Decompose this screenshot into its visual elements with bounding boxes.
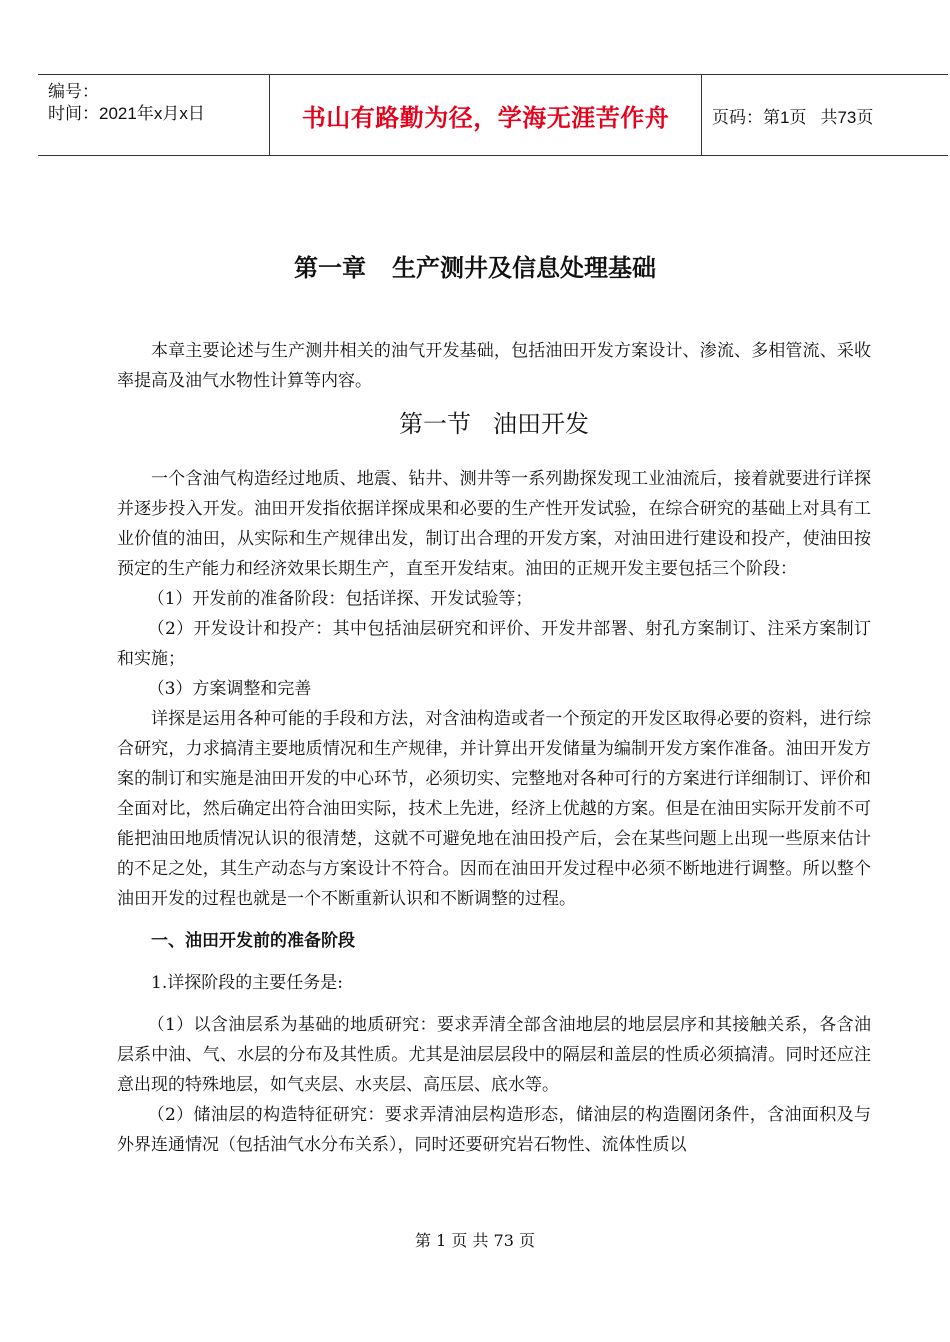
- header-meta: [38, 75, 270, 155]
- intro-paragraph: 本章主要论述与生产测井相关的油气开发基础，包括油田开发方案设计、渗流、多相管流、采收率提高及油气水物性计算等内容。: [117, 341, 871, 391]
- section-title: [117, 406, 871, 442]
- section-name: 油田开发: [493, 410, 589, 438]
- header-page-total: 共73页: [820, 107, 874, 127]
- stage-item-3: （3）方案调整和完善: [147, 679, 312, 699]
- task-heading: 1.详探阶段的主要任务是:: [151, 973, 343, 993]
- chapter-name: 生产测井及信息处理基础: [392, 255, 656, 282]
- section-number: 第一节: [399, 410, 471, 438]
- stage-item-1: （1）开发前的准备阶段：包括详探、开发试验等；: [147, 589, 533, 609]
- document-number-label: 编号：: [48, 82, 99, 101]
- paragraph-overview: 一个含油气构造经过地质、地震、钻井、测井等一系列勘探发现工业油流后，接着就要进行详探并逐步投入开发。油田开发指依据详探成果和必要的生产性开发试验，在综合研究的基础上对具有工业价值的油田，从实际和生产规律出发，制订出合理的开发方案，对油田进行建设和投产，使油田按预定的生产能力和经济效果长期生产，直至开发结束。油田的正规开发主要包括三个阶段：: [117, 469, 871, 579]
- task-item-1: （1）以含油层系为基础的地质研究：要求弄清全部含油地层的地层层序和其接触关系，各含油层系中油、气、水层的分布及其性质。尤其是油层层段中的隔层和盖层的性质必须搞清。同时还应注意出现的特殊地层，如气夹层、水夹层、高压层、底水等。: [117, 1015, 871, 1095]
- header-page-info: [702, 75, 948, 155]
- page-header: [38, 74, 948, 156]
- header-page-number: 页码：第1页: [712, 107, 807, 127]
- document-time-label: 时间：2021年x月x日: [48, 104, 205, 123]
- stage-item-2: （2）开发设计和投产：其中包括油层研究和评价、开发井部署、射孔方案制订、注采方案制订和实施；: [117, 619, 871, 669]
- task-item-2: （2）储油层的构造特征研究：要求弄清油层构造形态，储油层的构造圈闭条件，含油面积及与外界连通情况（包括油气水分布关系），同时还要研究岩石物性、流体性质以: [117, 1105, 871, 1155]
- header-motto: 书山有路勤为径，学海无涯苦作舟: [270, 75, 702, 155]
- chapter-title: [0, 248, 950, 283]
- page-footer: 第 1 页 共 73 页: [415, 1231, 535, 1250]
- chapter-number: 第一章: [294, 255, 366, 282]
- document-body: [117, 336, 871, 1160]
- paragraph-detail: 详探是运用各种可能的手段和方法，对含油构造或者一个预定的开发区取得必要的资料，进行综合研究，力求搞清主要地质情况和生产规律，并计算出开发储量为编制开发方案作准备。油田开发方案的制订和实施是油田开发的中心环节，必须切实、完整地对各种可行的方案进行详细制订、评价和全面对比，然后确定出符合油田实际，技术上先进，经济上优越的方案。但是在油田实际开发前不可能把油田地质情况认识的很清楚，这就不可避免地在油田投产后，会在某些问题上出现一些原来估计的不足之处，其生产动态与方案设计不符合。因而在油田开发过程中必须不断地进行调整。所以整个油田开发的过程也就是一个不断重新认识和不断调整的过程。: [117, 709, 871, 909]
- subsection-heading: 一、油田开发前的准备阶段: [151, 931, 355, 950]
